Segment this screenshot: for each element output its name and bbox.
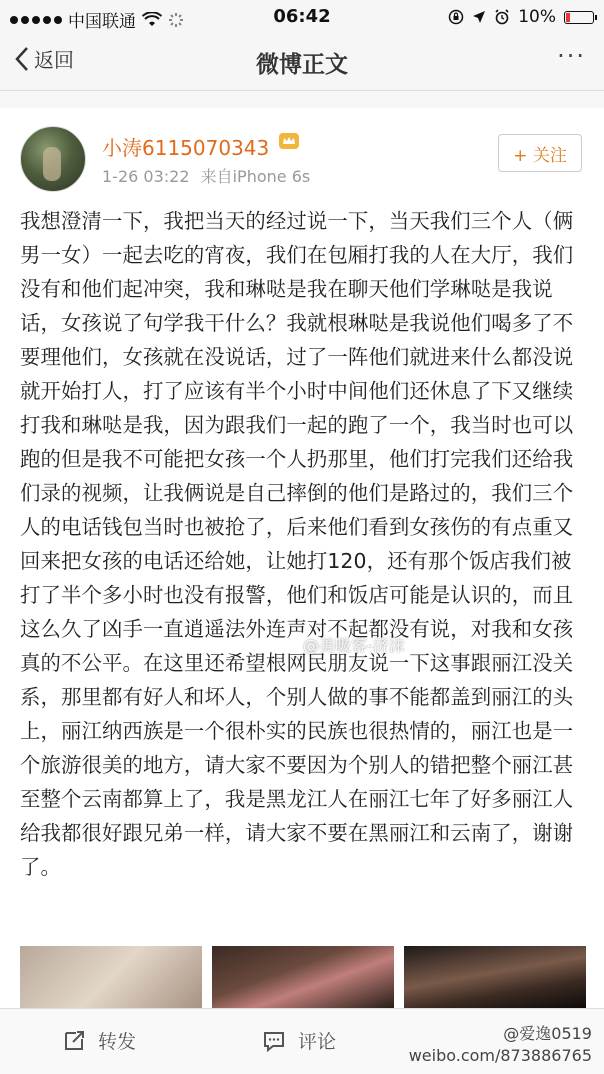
back-label: 返回 [34,48,74,72]
post-image[interactable] [212,946,394,1008]
clock: 06:42 [273,6,331,27]
comment-label: 评论 [298,1031,337,1053]
avatar[interactable] [20,126,86,192]
credit-handle: @爱逸0519 [503,1024,592,1043]
comment-icon [262,1029,286,1053]
credit-url: weibo.com/873886765 [408,1046,592,1065]
comment-button[interactable] [262,1027,336,1054]
post-source: 来自iPhone 6s [200,167,311,186]
post-card [0,108,604,1008]
post-body: 我想澄清一下，我把当天的经过说一下，当天我们三个人（俩男一女）一起去吃的宵夜，我们在包厢打我的人在大厅，我们没有和他们起冲突，我和琳哒是我在聊天他们学琳哒是我说话，女孩说了句学我干什么？我就根琳哒是我说他们喝多了不要理他们，女孩就在没说话，过了一阵他们就进来什么都没说就开始打人，打了应该有半个小时中间他们还休息了下又继续打我和琳哒是我，因为跟我们一起的跑了一个，我当时也可以跑的但是我不可能把女孩一个人扔那里，他们打完我们还给我们录的视频，让我俩说是自己摔倒的他们是路过的，我们三个人的电话钱包当时也被抢了，后来他们看到女孩伤的有点重又回来把女孩的电话还给她，让她打120，还有那个饭店我们被打了半个多小时也没有报警，他们和饭店可能是认识的，而且这么久了凶手一直逍遥法外连声对不起都没有说，对我和女孩真的不公平。在这里还希望根网民朋友说一下这事跟丽江没关系，那里都有好人和坏人，个别人做的事不能都盖到丽江的头上，丽江纳西族是一个很朴实的民族也很热情的，丽江也是一个旅游很美的地方，请大家不要因为个别人的错把整个丽江甚至整个云南都算上了，我是黑龙江人在丽江七年了好多丽江人给我都很好跟兄弟一样，请大家不要在黑丽江和云南了，谢谢了。 [20,209,574,879]
crown-icon [278,132,300,150]
nav-bar [0,34,604,91]
repost-label: 转发 [98,1031,137,1053]
post-timestamp: 1-26 03:22 [102,167,190,186]
lock-rotation-icon [448,9,464,25]
repost-button[interactable] [62,1027,136,1054]
battery-percent: 10% [518,7,556,27]
watermark: @美吸客-济沫 [303,636,405,655]
repost-icon [62,1029,86,1053]
post-image[interactable] [20,946,202,1008]
post-meta [102,164,310,187]
credit-watermark [409,1023,592,1067]
more-icon[interactable]: ··· [557,42,586,70]
bottom-toolbar [0,1008,604,1074]
location-icon [472,10,486,24]
follow-button[interactable]: + 关注 [498,134,582,172]
carrier-label: 中国联通 [68,12,136,32]
page-title: 微博正文 [256,52,348,78]
status-bar [0,0,604,34]
battery-icon [564,11,594,24]
username[interactable]: 小涛6115070343 [102,136,270,160]
status-right [448,7,594,27]
image-strip [20,946,586,1008]
alarm-icon [494,9,510,25]
post-image[interactable] [404,946,586,1008]
